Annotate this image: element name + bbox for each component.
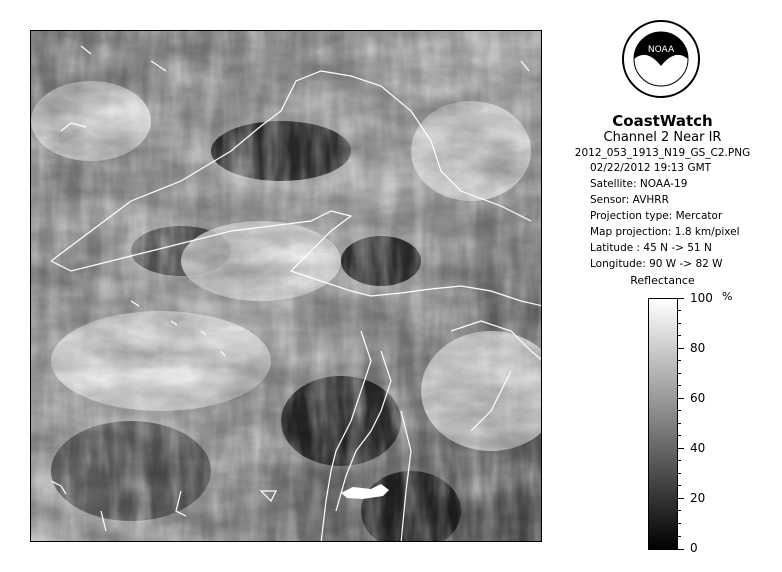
colorbar-minor-tick [678,435,681,436]
image-filename: 2012_053_1913_N19_GS_C2.PNG [574,147,751,159]
colorbar-minor-tick [678,536,681,537]
legend-unit: % [722,290,733,303]
colorbar-label-60: 60 [690,391,706,405]
product-title: CoastWatch [612,112,713,130]
colorbar-label-0: 0 [690,541,698,555]
acquisition-datetime: 02/22/2012 19:13 GMT [590,162,712,174]
colorbar-minor-tick [678,310,681,311]
colorbar-minor-tick [678,510,681,511]
colorbar-label-20: 20 [690,491,706,505]
colorbar-tick [678,298,684,299]
colorbar-tick [678,348,684,349]
colorbar-minor-tick [678,373,681,374]
noaa-logo [620,18,702,100]
colorbar-minor-tick [678,485,681,486]
colorbar-minor-tick [678,473,681,474]
colorbar-label-40: 40 [690,441,706,455]
colorbar-minor-tick [678,460,681,461]
colorbar-minor-tick [678,523,681,524]
longitude-info: Longitude: 90 W -> 82 W [590,258,723,270]
map-projection-info: Map projection: 1.8 km/pixel [590,226,740,238]
colorbar-minor-tick [678,323,681,324]
colorbar-tick [678,448,684,449]
satellite-imagery-svg [31,31,542,542]
colorbar-minor-tick [678,385,681,386]
latitude-info: Latitude : 45 N -> 51 N [590,242,712,254]
colorbar-minor-tick [678,335,681,336]
colorbar-minor-tick [678,423,681,424]
projection-type-info: Projection type: Mercator [590,210,723,222]
colorbar-tick [678,549,684,550]
satellite-info: Satellite: NOAA-19 [590,178,688,190]
satellite-image [30,30,542,542]
logo-agency-text: NOAA [647,45,675,55]
reflectance-colorbar [648,298,678,550]
sensor-info: Sensor: AVHRR [590,194,669,206]
legend-title: Reflectance [630,274,695,287]
colorbar-tick [678,398,684,399]
colorbar-label-100: 100 [690,291,713,305]
colorbar-label-80: 80 [690,341,706,355]
colorbar-minor-tick [678,410,681,411]
colorbar-minor-tick [678,360,681,361]
channel-subtitle: Channel 2 Near IR [603,130,722,145]
colorbar-tick [678,498,684,499]
noaa-emblem-icon [620,18,702,100]
